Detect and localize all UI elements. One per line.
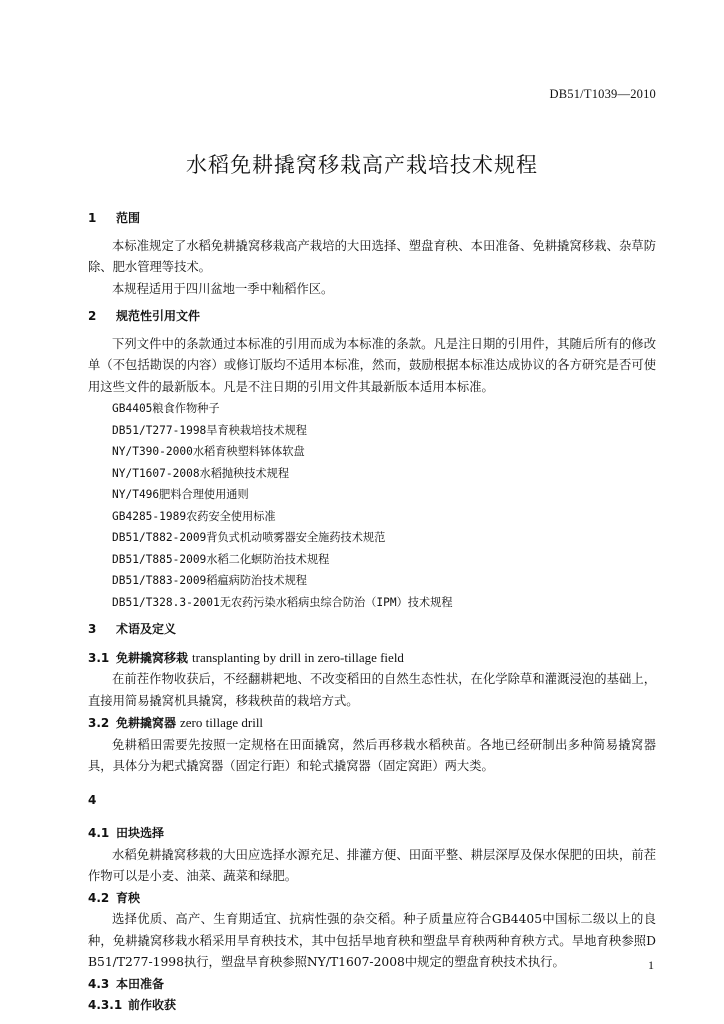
subsection-number: 3.2 — [88, 716, 110, 730]
reference-item: DB51/T277-1998旱育秧栽培技术规程 — [112, 423, 307, 437]
reference-item: DB51/T883-2009稻瘟病防治技术规程 — [112, 574, 307, 587]
section-3-heading — [88, 619, 656, 641]
section-number: 4 — [88, 792, 97, 807]
reference-item: DB51/T328.3-2001无农药污染水稻病虫综合防治（IPM）技术规程 — [112, 595, 453, 609]
reference-item: GB4285-1989农药安全使用标准 — [112, 509, 276, 523]
english-term: zero tillage drill — [180, 715, 264, 730]
section-1-heading — [88, 208, 656, 230]
standard-code: DB51/T1039—2010 — [549, 87, 656, 101]
english-term: transplanting by drill in zero-tillage field — [192, 649, 404, 665]
section-number: 3 — [88, 622, 97, 636]
subsection-title: 免耕撬窝移栽 — [116, 650, 189, 665]
section-number: 1 — [88, 211, 97, 225]
page-number: 1 — [648, 958, 654, 972]
subsection-title: 免耕撬窝器 — [116, 716, 177, 730]
subsection-number: 3.1 — [88, 650, 110, 665]
paragraph: 选择优质、高产、生育期适宜、抗病性强的杂交稻。种子质量应符合GB4405中国标二级以上的良种，免耕撬窝移栽水稻采用旱育秧技术，其中包括旱地育秧和塑盘旱育秧两种育秧方式。旱地育秧参照DB51/T277-1998执行，塑盘旱育秧参照NY/T1607-2008中规定的塑盘育秧技术执行。 — [88, 912, 656, 969]
subsection-title: 本田准备 — [116, 976, 165, 991]
reference-item: DB51/T882-2009背负式机动喷雾器安全施药技术规范 — [112, 531, 386, 544]
reference-item: NY/T390-2000水稻育秧塑料钵体软盘 — [112, 445, 305, 458]
subsection-number: 4.2 — [88, 890, 110, 905]
section-2-heading — [88, 306, 656, 328]
subsection-3-1-heading — [88, 647, 656, 670]
reference-item: GB4405粮食作物种子 — [112, 402, 220, 415]
subsection-title: 前作收获 — [128, 998, 177, 1012]
subsection-4-2-heading — [88, 888, 656, 910]
subsection-title: 田块选择 — [116, 826, 165, 840]
section-title: 范围 — [116, 211, 141, 225]
subsection-4-3-heading — [88, 974, 656, 996]
reference-item: NY/T496肥料合理使用通则 — [112, 488, 249, 501]
section-title: 规范性引用文件 — [116, 309, 201, 323]
section-number: 2 — [88, 309, 97, 323]
paragraph: 水稻免耕撬窝移栽的大田应选择水源充足、排灌方便、田面平整、耕层深厚及保水保肥的田块，前茬作物可以是小麦、油菜、蔬菜和绿肥。 — [88, 847, 656, 883]
document-body — [88, 208, 656, 1017]
subsection-4-1-heading — [88, 823, 656, 845]
subsection-title: 育秧 — [116, 890, 141, 905]
paragraph: 免耕稻田需要先按照一定规格在田面撬窝，然后再移栽水稻秧苗。各地已经研制出多种简易撬窝器具，具体分为耙式撬窝器（固定行距）和轮式撬窝器（固定窝距）两大类。 — [88, 737, 656, 773]
reference-item: NY/T1607-2008水稻抛秧技术规程 — [112, 466, 290, 480]
subsection-number: 4.3 — [88, 976, 110, 991]
paragraph: 本规程适用于四川盆地一季中籼稻作区。 — [112, 281, 334, 296]
reference-item: DB51/T885-2009水稻二化螟防治技术规程 — [112, 552, 330, 566]
paragraph: 在前茬作物收获后，不经翻耕耙地、不改变稻田的自然生态性状，在化学除草和灌溉浸泡的基础上，直接用简易撬窝机具撬窝，移栽秧苗的栽培方式。 — [88, 672, 656, 708]
subsection-3-2-heading — [88, 712, 656, 735]
section-title: 术语及定义 — [116, 622, 177, 636]
subsection-number: 4.1 — [88, 826, 110, 840]
subsection-number: 4.3.1 — [88, 998, 123, 1012]
section-4-heading — [88, 790, 656, 812]
page-title: 水稻免耕撬窝移栽高产栽培技术规程 — [186, 153, 538, 177]
paragraph: 下列文件中的条款通过本标准的引用而成为本标准的条款。凡是注日期的引用件，其随后所有的修改单（不包括勘误的内容）或修订版均不适用本标准，然而，鼓励根据本标准达成协议的各方研究是否可使用这些文件的最新版本。凡是不注日期的引用文件其最新版本适用本标准。 — [88, 336, 656, 394]
paragraph: 本标准规定了水稻免耕撬窝移栽高产栽培的大田选择、塑盘育秧、本田准备、免耕撬窝移栽、杂草防除、肥水管理等技术。 — [88, 238, 656, 274]
subsection-4-3-1-heading — [88, 995, 656, 1017]
